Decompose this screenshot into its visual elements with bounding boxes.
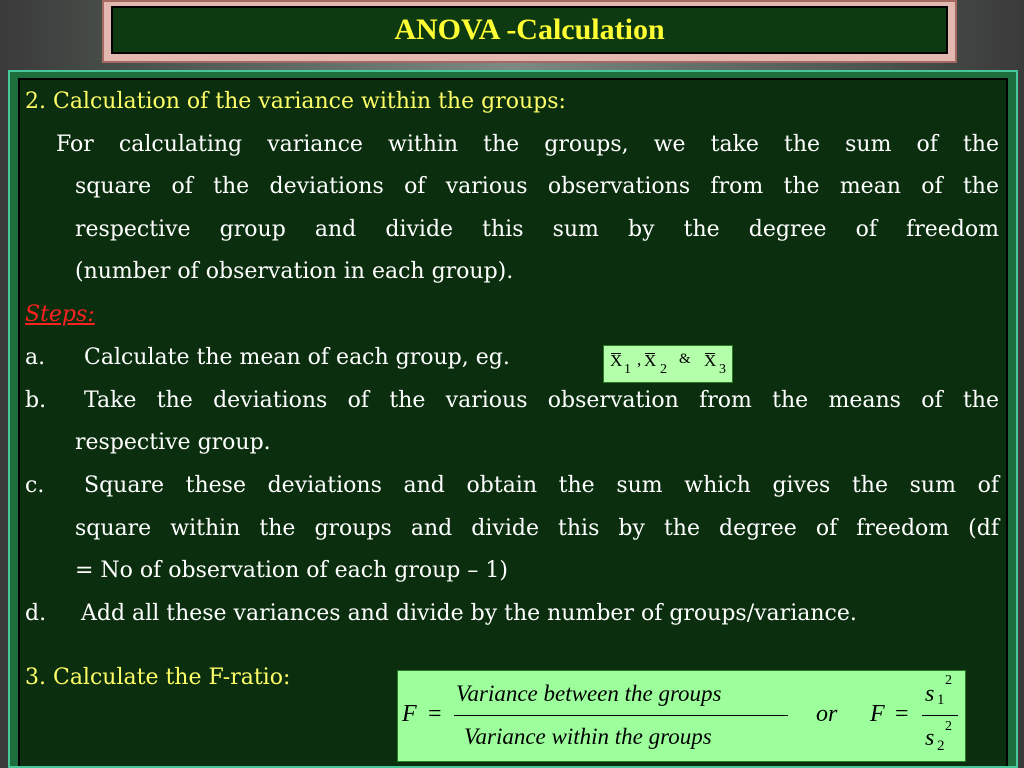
- f-equals: =: [428, 701, 442, 727]
- x-bar-2: X: [644, 351, 657, 370]
- paragraph-line-2: square of the deviations of various observations from the mean of the: [75, 174, 999, 199]
- f-symbol: F: [402, 701, 417, 727]
- steps-label: Steps:: [25, 302, 95, 327]
- mean-comma: ,: [637, 350, 642, 369]
- step-b-line-1: Take the deviations of the various observation from the means of the: [84, 388, 999, 413]
- variance-fraction-bar: [922, 715, 958, 716]
- s2-symbol: s: [925, 725, 935, 751]
- x-bar-1: X: [610, 351, 623, 370]
- paragraph-line-3: respective group and divide this sum by the degree of freedom: [75, 217, 999, 242]
- step-c-line-3: = No of observation of each group – 1): [75, 558, 508, 583]
- step-c-marker: c.: [25, 473, 45, 498]
- fraction-bar: [454, 715, 788, 716]
- slide-title: ANOVA -Calculation: [394, 13, 665, 46]
- step-d-marker: d.: [25, 601, 47, 626]
- f-numerator: Variance between the groups: [456, 681, 722, 706]
- x-bar-1-sub: 1: [624, 362, 631, 377]
- step-c-line-1: Square these deviations and obtain the sum which gives the sum of: [84, 473, 999, 498]
- s2-superscript: 2: [945, 719, 952, 734]
- mean-ampersand: &: [679, 351, 691, 367]
- x-bar-3: X: [704, 351, 717, 370]
- step-a-marker: a.: [25, 345, 46, 370]
- section-3-heading: 3. Calculate the F-ratio:: [25, 665, 291, 690]
- s1-subscript: 1: [937, 692, 945, 708]
- f-equals-2: =: [895, 701, 909, 727]
- paragraph-line-1: For calculating variance within the groups, we take the sum of the: [56, 132, 999, 157]
- s1-superscript: 2: [945, 673, 952, 688]
- paragraph-line-4: (number of observation in each group).: [75, 259, 514, 284]
- or-text: or: [816, 701, 838, 727]
- s1-symbol: s: [925, 681, 935, 707]
- title-panel: [111, 6, 948, 54]
- f-denominator: Variance within the groups: [464, 724, 712, 749]
- step-b-marker: b.: [25, 388, 47, 413]
- x-bar-2-sub: 2: [660, 362, 667, 377]
- mean-formula-box: [603, 345, 733, 383]
- step-a-text: Calculate the mean of each group, eg.: [84, 345, 510, 370]
- section-2-heading: 2. Calculation of the variance within the groups:: [25, 89, 566, 114]
- step-b-line-2: respective group.: [75, 430, 271, 455]
- step-c-line-2: square within the groups and divide this by the degree of freedom (df: [75, 516, 999, 541]
- s2-subscript: 2: [937, 738, 945, 754]
- f-symbol-2: F: [870, 701, 885, 727]
- f-ratio-formula-box: [397, 670, 966, 762]
- x-bar-3-sub: 3: [719, 362, 726, 377]
- step-d-text: Add all these variances and divide by the number of groups/variance.: [81, 601, 857, 626]
- title-frame: [102, 0, 957, 63]
